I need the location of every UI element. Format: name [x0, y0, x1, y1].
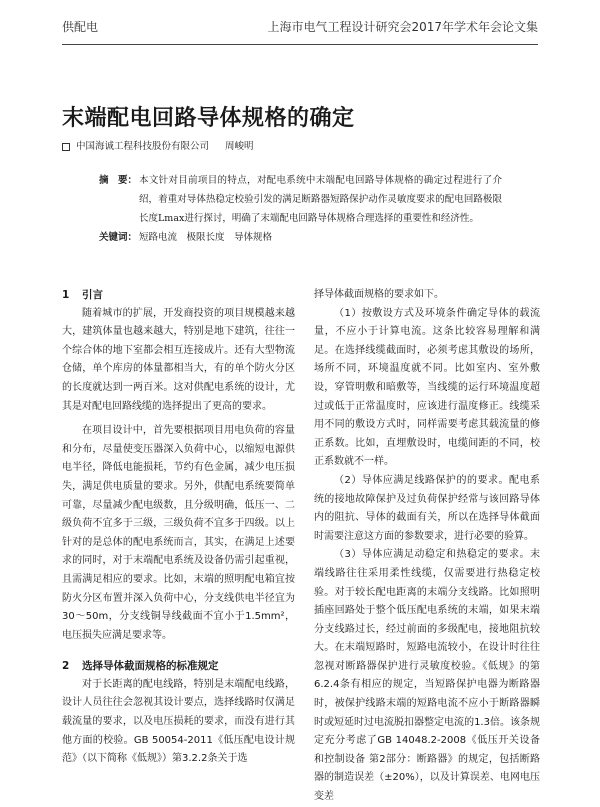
- right-column: [314, 286, 540, 807]
- section-1-number: 1: [62, 289, 70, 301]
- keywords-row: [96, 228, 502, 247]
- square-bullet-icon: [62, 143, 70, 151]
- section-2-paragraph-1: 对于长距离的配电线路，特别是末端配电线路，设计人员往往会忽视其设计要点，选择线路时仅满足载流量的要求，以及电压损耗的要求，而没有进行其他方面的校验。GB 50054-2011《低压配电设计规范》（以下简称《低规》）第3.2.2条关于选: [62, 678, 295, 765]
- section-2-heading: [62, 657, 295, 676]
- abstract-row: [96, 171, 502, 228]
- requirement-1-paragraph: （1）按敷设方式及环境条件确定导体的载流量，不应小于计算电流。这条比较容易理解和满足。在选择线缆截面时，必须考虑其敷设的场所，场所不同，环境温度就不同。比如室内、室外敷设，穿管明敷和暗敷等，当线缆的运行环境温度超过或低于正常温度时，应该进行温度修正。线缆采用不同的敷设方式时，同样需要考虑其载流量的修正系数。比如，直埋敷设时，电缆间距的不同，校正系数就不一样。: [314, 307, 540, 468]
- section-1-title: 引言: [82, 289, 103, 301]
- paper-title: 末端配电回路导体规格的确定: [62, 106, 355, 131]
- section-2-title: 选择导体截面规格的标准规定: [82, 660, 219, 673]
- header-divider: [62, 44, 538, 45]
- author-line: [62, 138, 254, 152]
- keywords-text: 短路电流 极限长度 导体规格: [139, 232, 273, 243]
- author-name: 周峻明: [225, 141, 254, 152]
- left-column: [62, 286, 295, 769]
- section-1-paragraph-1: 随着城市的扩展，开发商投资的项目规模越来越大，建筑体量也越来越大，特别是地下建筑，往往一个综合体的地下室都会相互连接成片。还有大型物流仓储，单个库房的体量都相当大，有的单个防火分区的长度就达到一两百米。这对供配电系统的设计，尤其是对配电回路线缆的选择提出了更高的要求。: [62, 307, 295, 412]
- requirement-3-paragraph: （3）导体应满足动稳定和热稳定的要求。末端线路往往采用柔性线缆，仅需要进行热稳定校验。对于较长配电距离的末端分支线路。比如照明插座回路处于整个低压配电系统的末端，如果末端分支线路过长，经过前面的多级配电，接地阻抗较大。在末端短路时，短路电流较小，在设计时往往忽视对断路器保护进行灵敏度校验。《低规》的第6.2.4条有相应的规定，当短路保护电器为断路器时，被保护线路末端的短路电流不应小于断路器瞬时或短延时过电流脱扣器整定电流的1.3倍。该条规定充分考虑了GB 14048.2-2008《低压开关设备和控制设备 第2部分：断路器》的规定，包括断路器的制造误差（±20%），以及计算误差、电网电压变差: [314, 549, 540, 803]
- author-organization: 中国海诚工程科技股份有限公司: [76, 141, 210, 152]
- requirement-2-paragraph: （2）导体应满足线路保护的的要求。配电系统的接地故障保护及过负荷保护经常与该回路导体内的阻抗、导体的截面有关，所以在选择导体截面时需要注意这方面的参数要求，进行必要的验算。: [314, 474, 540, 542]
- abstract-block: [96, 171, 502, 247]
- abstract-label: 摘 要：: [98, 175, 137, 186]
- section-1-paragraph-2: 在项目设计中，首先要根据项目用电负荷的容量和分布，尽量使变压器深入负荷中心，以缩短电源供电半径，降低电能损耗，节约有色金属，减少电压损失，满足供电质量的要求。另外，供配电系统要简单可靠，尽量减少配电级数，且分级明确，低压一、二级负荷不宜多于三级，三级负荷不宜多于四级。以上针对的是总体的配电系统而言，其实，在满足上述要求的同时，对于末端配电系统及设备仍需引起重视，且需满足相应的要求。比如，末端的照明配电箱宜按防火分区布置并深入负荷中心，分支线供电半径宜为30～50m，分支线铜导线截面不宜小于1.5mm²，电压损失应满足要求等。: [62, 425, 295, 641]
- section-2-number: 2: [62, 660, 70, 673]
- header-proceedings-title: 上海市电气工程设计研究会2017年学术年会论文集: [267, 20, 538, 34]
- keywords-label: 关键词：: [98, 232, 137, 243]
- header-section-label: 供配电: [62, 20, 99, 34]
- right-col-continuation: 择导体截面规格的要求如下。: [314, 289, 444, 300]
- page-header: [62, 18, 538, 36]
- section-1-heading: [62, 286, 295, 305]
- abstract-text: 本文针对目前项目的特点，对配电系统中末端配电回路导体规格的确定过程进行了介绍，着重对导体热稳定校验引发的满足断路器短路保护动作灵敏度要求的配电回路极限长度Lmax进行探讨，明确了末端配电回路导体规格合理选择的重要性和经济性。: [139, 175, 502, 224]
